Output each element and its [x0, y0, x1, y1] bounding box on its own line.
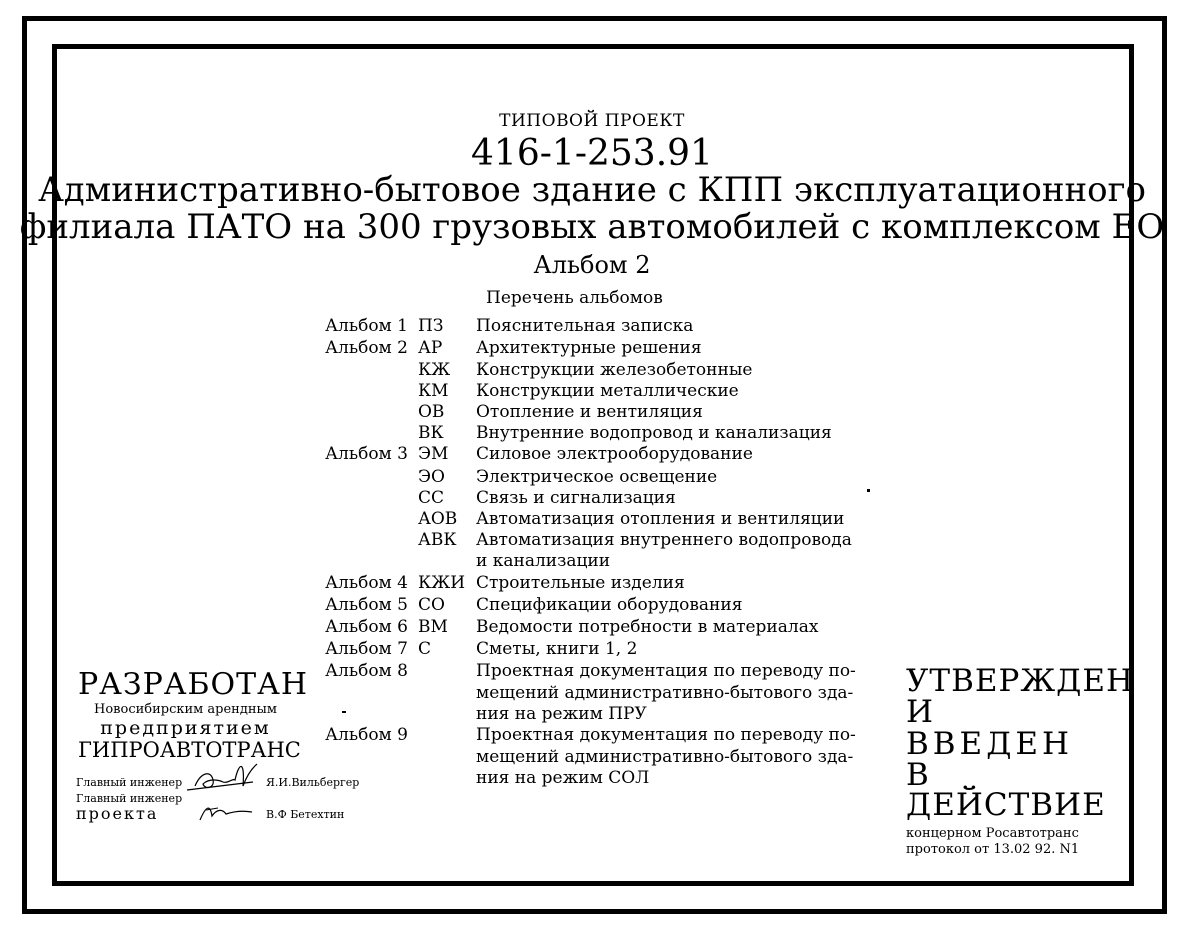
title-line-2: филиала ПАТО на 300 грузовых автомобилей с комплексом ЕО [19, 207, 1165, 247]
album-list-row [0, 617, 1184, 639]
album-section-description: Проектная документация по переводу по- [476, 725, 856, 745]
approval-line-1: УТВЕРЖДЕН [906, 663, 1135, 699]
approval-protocol: протокол от 13.02 92. N1 [906, 842, 1080, 857]
album-section-description: Строительные изделия [476, 573, 685, 593]
album-list-row [0, 530, 1184, 552]
album-section-description: Автоматизация внутреннего водопровода [476, 530, 852, 550]
developer-org-line-1: Новосибирским арендным [94, 702, 277, 717]
album-section-description: Ведомости потребности в материалах [476, 617, 819, 637]
album-list-row [0, 488, 1184, 510]
project-chief-name: В.Ф Бетехтин [266, 808, 345, 821]
approval-line-3: В ДЕЙСТВИЕ [906, 757, 1106, 823]
album-section-code: АВК [418, 530, 457, 550]
album-number: Альбом 2 [325, 338, 408, 358]
album-number: Альбом 5 [325, 595, 408, 615]
album-section-code: КМ [418, 381, 449, 401]
album-section-code: СО [418, 595, 445, 615]
album-section-description: Спецификации оборудования [476, 595, 743, 615]
project-chief-label-2: проекта [76, 804, 159, 823]
album-section-description: Конструкции железобетонные [476, 360, 753, 380]
stray-dash [342, 711, 346, 713]
album-list-row [0, 639, 1184, 661]
album-section-description: Связь и сигнализация [476, 488, 676, 508]
album-section-description: Внутренние водопровод и канализация [476, 423, 832, 443]
album-section-code: АР [418, 338, 443, 358]
project-chief-label-1: Главный инженер [76, 792, 183, 805]
album-list-row [0, 595, 1184, 617]
album-list-row [0, 423, 1184, 445]
album-section-description: Силовое электрооборудование [476, 444, 753, 464]
album-section-description: Автоматизация отопления и вентиляции [476, 509, 845, 529]
album-section-description: мещений административно-бытового зда- [476, 683, 854, 703]
album-number: Альбом 1 [325, 316, 408, 336]
album-section-description: Конструкции металлические [476, 381, 739, 401]
approval-line-2: И ВВЕДЕН [906, 694, 1074, 762]
album-list-row [0, 509, 1184, 531]
project-number: 416-1-253.91 [471, 133, 713, 174]
album-section-code: С [418, 639, 432, 659]
album-section-description: и канализации [476, 551, 611, 571]
chief-engineer-signature [183, 760, 263, 796]
album-section-code: ПЗ [418, 316, 444, 336]
album-section-code: ЭМ [418, 444, 449, 464]
album-section-description: ния на режим СОЛ [476, 768, 650, 788]
album-section-code: СС [418, 488, 445, 508]
album-list-row [0, 551, 1184, 573]
project-chief-signature [196, 802, 256, 824]
album-section-code: КЖИ [418, 573, 466, 593]
album-list-row [0, 338, 1184, 360]
album-number: Альбом 6 [325, 617, 408, 637]
album-section-description: Проектная документация по переводу по- [476, 661, 856, 681]
album-list-row [0, 573, 1184, 595]
developer-org-line-3: ГИПРОАВТОТРАНС [78, 738, 301, 762]
album-label: Альбом 2 [533, 251, 651, 279]
album-section-code: ОВ [418, 402, 445, 422]
chief-engineer-label: Главный инженер [76, 776, 183, 789]
album-list-row [0, 381, 1184, 403]
developer-title: РАЗРАБОТАН [78, 667, 309, 702]
album-section-code: КЖ [418, 360, 451, 380]
album-list-row [0, 402, 1184, 424]
approval-block [906, 663, 1135, 858]
album-number: Альбом 7 [325, 639, 408, 659]
album-section-description: мещений административно-бытового зда- [476, 747, 854, 767]
title-line-1: Административно-бытовое здание с КПП эксплуатационного [38, 170, 1146, 210]
album-number: Альбом 3 [325, 444, 408, 464]
approval-org: концерном Росавтотранс [906, 826, 1079, 841]
album-section-description: Сметы, книги 1, 2 [476, 639, 638, 659]
project-type: ТИПОВОЙ ПРОЕКТ [499, 111, 685, 131]
album-section-code: ВК [418, 423, 444, 443]
album-number: Альбом 4 [325, 573, 408, 593]
album-number: Альбом 8 [325, 661, 408, 681]
album-list-row [0, 467, 1184, 489]
album-section-description: Архитектурные решения [476, 338, 702, 358]
album-section-code: ЭО [418, 467, 445, 487]
album-section-code: ВМ [418, 617, 448, 637]
album-section-description: Электрическое освещение [476, 467, 718, 487]
album-section-description: Пояснительная записка [476, 316, 694, 336]
album-list-row [0, 316, 1184, 338]
album-section-code: АОВ [418, 509, 458, 529]
stray-dot [867, 489, 870, 492]
album-list-title: Перечень альбомов [486, 288, 663, 308]
album-section-description: Отопление и вентиляция [476, 402, 703, 422]
developer-block [78, 667, 309, 762]
chief-engineer-name: Я.И.Вильбергер [266, 776, 360, 789]
album-number: Альбом 9 [325, 725, 408, 745]
album-section-description: ния на режим ПРУ [476, 704, 647, 724]
album-list-row [0, 360, 1184, 382]
developer-org-line-2: предприятием [100, 717, 271, 739]
album-list-row [0, 444, 1184, 466]
